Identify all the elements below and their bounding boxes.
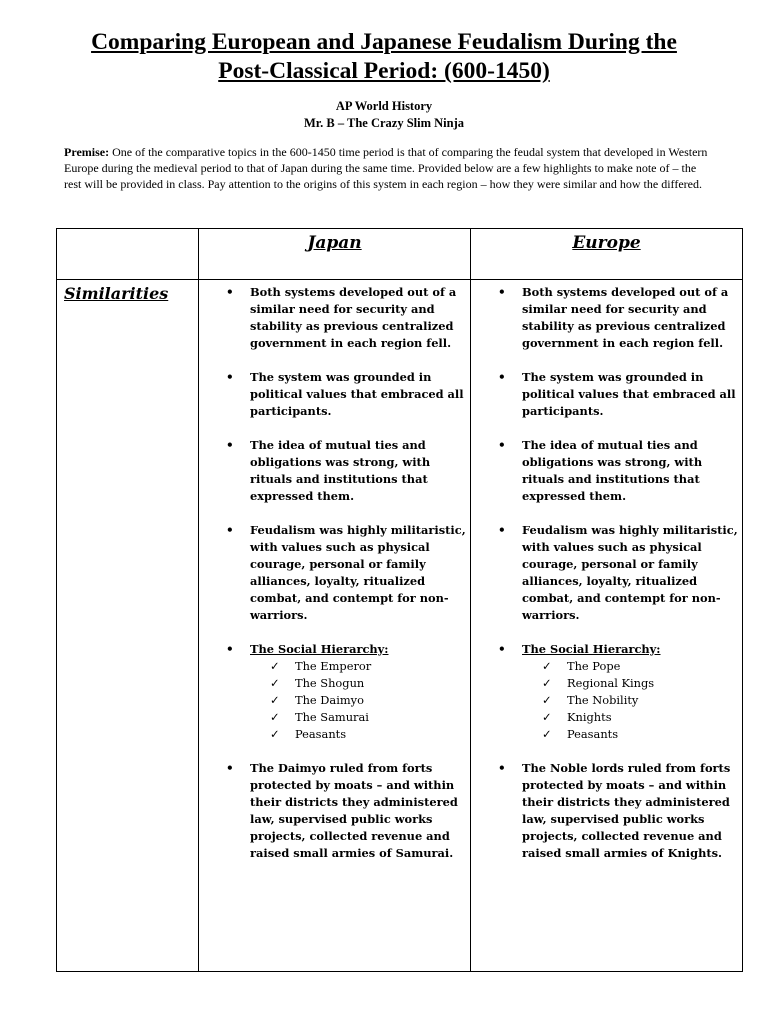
title-line-1: Comparing European and Japanese Feudalism During the	[91, 29, 677, 55]
japan-cell	[199, 280, 471, 972]
bullet-icon: •	[498, 761, 506, 775]
bullet-icon: •	[498, 285, 506, 299]
hierarchy-item	[522, 709, 738, 726]
check-icon: ✓	[270, 727, 280, 741]
hierarchy-item	[522, 675, 738, 692]
hierarchy-label: Regional Kings	[567, 676, 655, 690]
europe-column-heading: Europe	[572, 233, 641, 253]
title-line-2: Post-Classical Period: (600-1450)	[218, 58, 550, 84]
check-icon: ✓	[270, 693, 280, 707]
list-item	[199, 522, 466, 624]
point-text: Feudalism was highly militaristic, with values such as physical courage, personal or family alliances, loyalty, ritualized combat, and contempt for non-warriors.	[522, 523, 738, 622]
point-text: Both systems developed out of a similar need for security and stability as previous centralized government in each region fell.	[522, 285, 729, 350]
comparison-table	[56, 228, 743, 972]
hierarchy-item	[522, 726, 738, 743]
table-header-row	[57, 229, 743, 280]
teacher-name: Mr. B – The Crazy Slim Ninja	[303, 116, 465, 130]
hierarchy-label: The Pope	[567, 659, 621, 673]
premise-text: One of the comparative topics in the 600-1450 time period is that of comparing the feudal system that developed in Western Europe during the medieval period to that of Japan during the same time. Provided below are a few highlights to make note of – the rest will be provided in class. Pay attention to the origins of this system in each region – how they were similar and how the differed.	[64, 145, 708, 191]
point-text: The Daimyo ruled from forts protected by moats – and within their districts they administered law, supervised public works projects, collected revenue and raised small armies of Samurai.	[250, 761, 458, 860]
list-item	[199, 284, 466, 352]
list-item	[199, 369, 466, 420]
list-item	[199, 641, 466, 743]
point-text: The idea of mutual ties and obligations was strong, with rituals and institutions that expressed them.	[250, 438, 431, 503]
japan-points-list	[199, 280, 470, 862]
check-icon: ✓	[542, 727, 552, 741]
header-europe-cell	[471, 229, 743, 280]
point-text: Feudalism was highly militaristic, with values such as physical courage, personal or family alliances, loyalty, ritualized combat, and contempt for non-warriors.	[250, 523, 466, 622]
hierarchy-title: The Social Hierarchy:	[522, 642, 661, 656]
bullet-icon: •	[498, 642, 506, 656]
point-text: The Noble lords ruled from forts protected by moats – and within their districts they administered law, supervised public works projects, collected revenue and raised small armies of Knights.	[522, 761, 731, 860]
bullet-icon: •	[226, 285, 234, 299]
point-text: Both systems developed out of a similar need for security and stability as previous centralized government in each region fell.	[250, 285, 457, 350]
document-title	[40, 28, 728, 86]
check-icon: ✓	[270, 710, 280, 724]
bullet-icon: •	[226, 761, 234, 775]
list-item	[471, 369, 738, 420]
bullet-icon: •	[498, 523, 506, 537]
list-item	[471, 522, 738, 624]
check-icon: ✓	[542, 659, 552, 673]
check-icon: ✓	[270, 676, 280, 690]
japan-column-heading: Japan	[307, 233, 362, 253]
europe-points-list	[471, 280, 742, 862]
hierarchy-item	[250, 709, 466, 726]
hierarchy-item	[522, 692, 738, 709]
hierarchy-item	[250, 658, 466, 675]
premise-label: Premise:	[64, 145, 110, 159]
row-label-cell	[57, 280, 199, 972]
similarities-label: Similarities	[64, 284, 169, 303]
hierarchy-title: The Social Hierarchy:	[250, 642, 389, 656]
similarities-row	[57, 280, 743, 972]
list-item	[471, 760, 738, 862]
list-item	[471, 284, 738, 352]
list-item	[199, 760, 466, 862]
list-item	[471, 641, 738, 743]
point-text: The system was grounded in political values that embraced all participants.	[522, 370, 736, 418]
hierarchy-label: The Daimyo	[295, 693, 364, 707]
hierarchy-label: The Samurai	[295, 710, 369, 724]
list-item	[471, 437, 738, 505]
bullet-icon: •	[498, 370, 506, 384]
header-japan-cell	[199, 229, 471, 280]
header-empty-cell	[57, 229, 199, 280]
check-icon: ✓	[542, 710, 552, 724]
europe-cell	[471, 280, 743, 972]
hierarchy-label: The Nobility	[567, 693, 639, 707]
hierarchy-item	[250, 692, 466, 709]
japan-hierarchy-list	[250, 658, 466, 743]
hierarchy-label: The Shogun	[295, 676, 365, 690]
europe-hierarchy-list	[522, 658, 738, 743]
point-text: The system was grounded in political values that embraced all participants.	[250, 370, 464, 418]
bullet-icon: •	[226, 438, 234, 452]
premise-paragraph	[64, 144, 714, 192]
hierarchy-item	[522, 658, 738, 675]
list-item	[199, 437, 466, 505]
check-icon: ✓	[542, 693, 552, 707]
document-subtitle	[40, 98, 728, 132]
hierarchy-item	[250, 726, 466, 743]
hierarchy-label: The Emperor	[295, 659, 372, 673]
bullet-icon: •	[226, 523, 234, 537]
hierarchy-item	[250, 675, 466, 692]
check-icon: ✓	[542, 676, 552, 690]
point-text: The idea of mutual ties and obligations was strong, with rituals and institutions that expressed them.	[522, 438, 703, 503]
hierarchy-label: Peasants	[567, 727, 619, 741]
bullet-icon: •	[226, 642, 234, 656]
check-icon: ✓	[270, 659, 280, 673]
bullet-icon: •	[498, 438, 506, 452]
course-name: AP World History	[335, 99, 433, 113]
hierarchy-label: Peasants	[295, 727, 347, 741]
bullet-icon: •	[226, 370, 234, 384]
hierarchy-label: Knights	[567, 710, 612, 724]
